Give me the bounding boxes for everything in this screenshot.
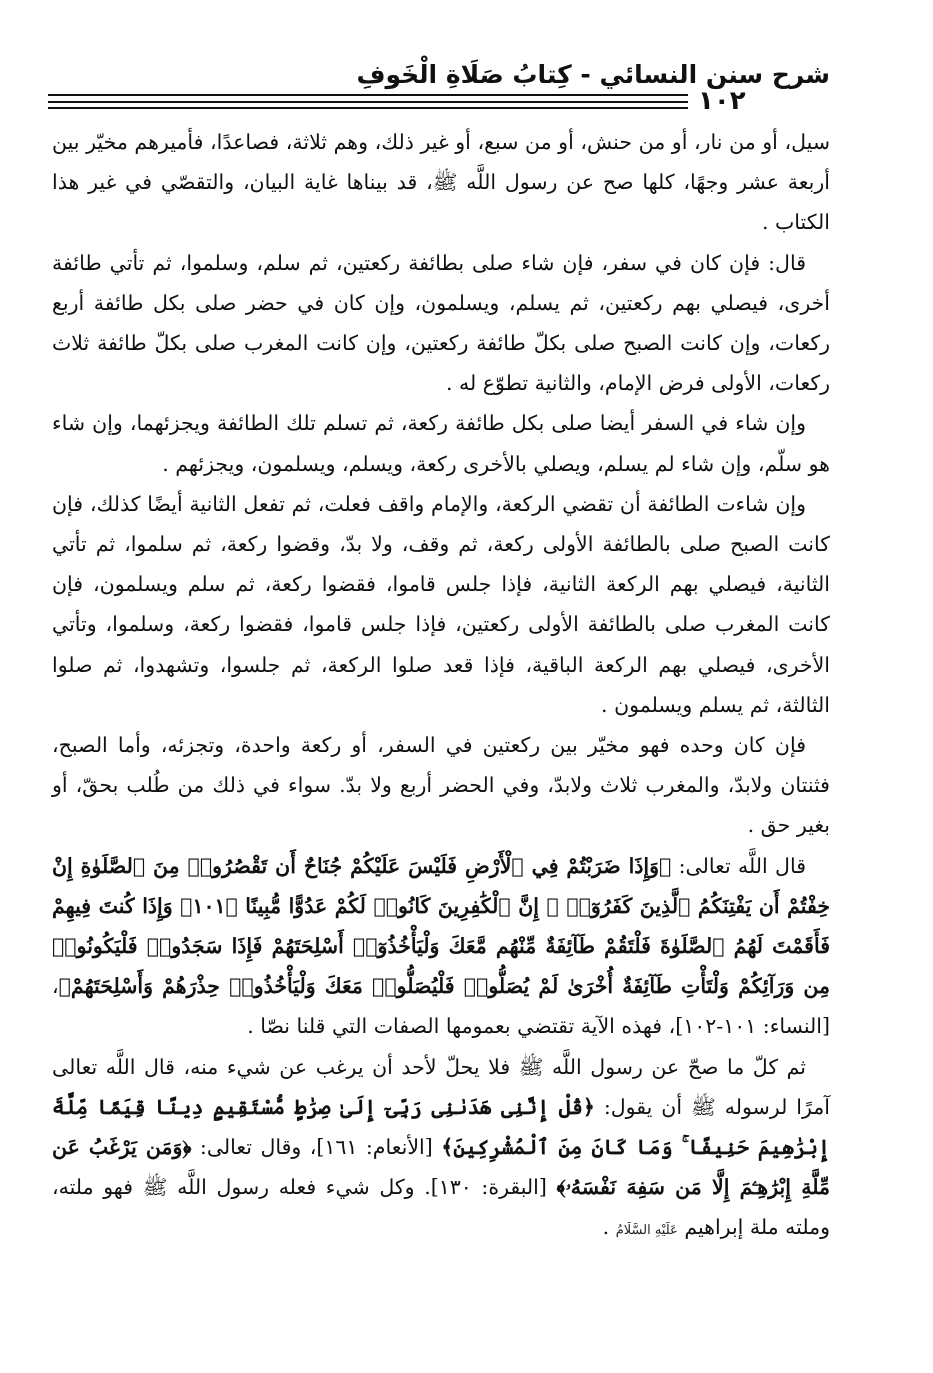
paragraph: وإن شاء في السفر أيضا صلى بكل طائفة ركعة، ثم تسلم تلك الطائفة ويجزئهما، وإن شاء هو سلّم، وإن شاء لم يسلم، ويصلي بالأخرى ركعة، ويسلم، ويسلمون، ويجزئهم . — [52, 411, 830, 476]
paragraph: سيل، أو من نار، أو من حنش، أو من سبع، أو غير ذلك، وهم ثلاثة، فصاعدًا، فأميرهم مخيّر بين أربعة عشر وجهًا، كلها صح عن رسول اللَّه ﷺ، قد بيناها غاية البيان، والتقصّي في غير هذا الكتاب . — [52, 130, 830, 235]
header-rule — [48, 94, 688, 96]
text-run: [الأنعام: ١٦١]، وقال تعالى: — [199, 1135, 433, 1160]
running-title: شرح سنن النسائي - كِتابُ صَلَاةِ الْخَوفِ — [356, 60, 830, 89]
paragraph: وإن شاءت الطائفة أن تقضي الركعة، والإمام واقف فعلت، ثم تفعل الثانية أيضًا كذلك، فإن كانت الصبح صلى بالطائفة الأولى ركعة، ثم وقف، ولا بدّ، وقضوا ركعة، ثم سلموا، ثم تأتي الثانية، فيصلي بهم الركعة الثانية، فإذا جلس قاموا، فقضوا ركعة، ثم سلم ويسلمون، فإن كانت المغرب صلى بالطائفة الأولى ركعتين، فإذا جلس قاموا، فقضوا ركعة، وسلموا، وتأتي الأخرى، فيصلي بهم الركعة الباقية، فإذا قعد صلوا الركعة، ثم جلسوا، وتشهدوا، ثم صلوا الثالثة، ثم يسلم ويسلمون . — [52, 491, 830, 717]
text-run: قال اللَّه تعالى: — [678, 853, 806, 878]
paragraph: فإن كان وحده فهو مخيّر بين ركعتين في السفر، أو ركعة واحدة، وتجزئه، وأما الصبح، فثنتان ولابدّ، والمغرب ثلاث ولابدّ، وفي الحضر أربع ولا بدّ. سواء في ذلك من طُلب بحقّ، أو بغير حق . — [52, 733, 830, 838]
page-number: ١٠٢ — [698, 86, 746, 116]
paragraph-quran-nisa: قال اللَّه تعالى: ﴿وَإِذَا ضَرَبْتُمْ فِي ٱلْأَرْضِ فَلَيْسَ عَلَيْكُمْ جُنَاحٌ أَن تَقْصُرُوا۟ مِنَ ٱلصَّلَوٰةِ إِنْ خِفْتُمْ أَن يَفْتِنَكُمُ ٱلَّذِينَ كَفَرُوٓا۟ ۚ إِنَّ ٱلْكَٰفِرِينَ كَانُوا۟ لَكُمْ عَدُوًّا مُّبِينًا ﴿١٠١﴾ وَإِذَا كُنتَ فِيهِمْ فَأَقَمْتَ لَهُمُ ٱلصَّلَوٰةَ فَلْتَقُمْ طَآئِفَةٌ مِّنْهُم مَّعَكَ وَلْيَأْخُذُوٓا۟ أَسْلِحَتَهُمْ فَإِذَا سَجَدُوا۟ فَلْيَكُونُوا۟ مِن وَرَآئِكُمْ وَلْتَأْتِ طَآئِفَةٌ أُخْرَىٰ لَمْ يُصَلُّوا۟ فَلْيُصَلُّوا۟ مَعَكَ وَلْيَأْخُذُوا۟ حِذْرَهُمْ وَأَسْلِحَتَهُمْ﴾، [النساء: ١٠١-١٠٢]، فهذه الآية تقتضي بعمومها الصفات التي قلنا نصّا . — [52, 853, 830, 1039]
text-run: [البقرة: ١٣٠]. وكل شيء فعله رسول اللَّه ﷺ فهو ملته، وملته ملة إبراهيم — [52, 1175, 830, 1240]
quran-verse: ﴿وَمَن يَرْغَبُ عَن مِّلَّةِ إِبْرَٰهِـۧمَ إِلَّا مَن سَفِهَ نَفْسَهُۥ﴾ — [52, 1135, 830, 1200]
quran-verse: ﴿وَإِذَا ضَرَبْتُمْ فِي ٱلْأَرْضِ فَلَيْسَ عَلَيْكُمْ جُنَاحٌ أَن تَقْصُرُوا۟ مِنَ ٱلصَّلَوٰةِ إِنْ خِفْتُمْ أَن يَفْتِنَكُمُ ٱلَّذِينَ كَفَرُوٓا۟ ۚ إِنَّ ٱلْكَٰفِرِينَ كَانُوا۟ لَكُمْ عَدُوًّا مُّبِينًا ﴿١٠١﴾ وَإِذَا كُنتَ فِيهِمْ فَأَقَمْتَ لَهُمُ ٱلصَّلَوٰةَ فَلْتَقُمْ طَآئِفَةٌ مِّنْهُم مَّعَكَ وَلْيَأْخُذُوٓا۟ أَسْلِحَتَهُمْ فَإِذَا سَجَدُوا۟ فَلْيَكُونُوا۟ مِن وَرَآئِكُمْ وَلْتَأْتِ طَآئِفَةٌ أُخْرَىٰ لَمْ يُصَلُّوا۟ فَلْيُصَلُّوا۟ مَعَكَ وَلْيَأْخُذُوا۟ حِذْرَهُمْ وَأَسْلِحَتَهُمْ﴾ — [52, 853, 830, 999]
text-run: ثم كلّ ما صحّ عن رسول اللَّه ﷺ فلا يحلّ لأحد أن يرغب عن شيء منه، قال اللَّه تعالى آمرًا لرسوله ﷺ أن يقول: — [52, 1054, 830, 1119]
paragraph: قال: فإن كان في سفر، فإن شاء صلى بطائفة ركعتين، ثم سلم، وسلموا، ثم تأتي طائفة أخرى، فيصلي بهم ركعتين، ثم يسلم، ويسلمون، وإن كان في حضر صلى بكل طائفة أربع ركعات، وإن كانت الصبح صلى بكلّ طائفة ركعتين، وإن كانت المغرب صلى بكلّ طائفة ثلاث ركعات، الأولى فرض الإمام، والثانية تطوّع له . — [52, 250, 830, 396]
page-header — [48, 58, 830, 116]
page-body — [52, 122, 830, 1252]
paragraph-quran-citations — [52, 1047, 830, 1252]
header-rule — [48, 101, 688, 103]
header-rule — [48, 107, 688, 109]
quran-verse: ﴿قُلْ إِنَّنِى هَدَىٰنِى رَبِّىٓ إِلَىٰ صِرَٰطٍ مُّسْتَقِيمٍ دِينًا قِيَمًا مِّلَّةَ إِبْرَٰهِيمَ حَنِيفًا ۚ وَمَا كَانَ مِنَ ٱلْمُشْرِكِينَ﴾ — [52, 1094, 830, 1160]
text-run: [النساء: ١٠١-١٠٢]، فهذه الآية تقتضي بعمومها الصفات التي قلنا نصّا . — [247, 1014, 830, 1039]
honorific-glyph: عَلَيْهِ السَّلَامُ — [615, 1223, 678, 1239]
text-run: . — [602, 1215, 610, 1240]
